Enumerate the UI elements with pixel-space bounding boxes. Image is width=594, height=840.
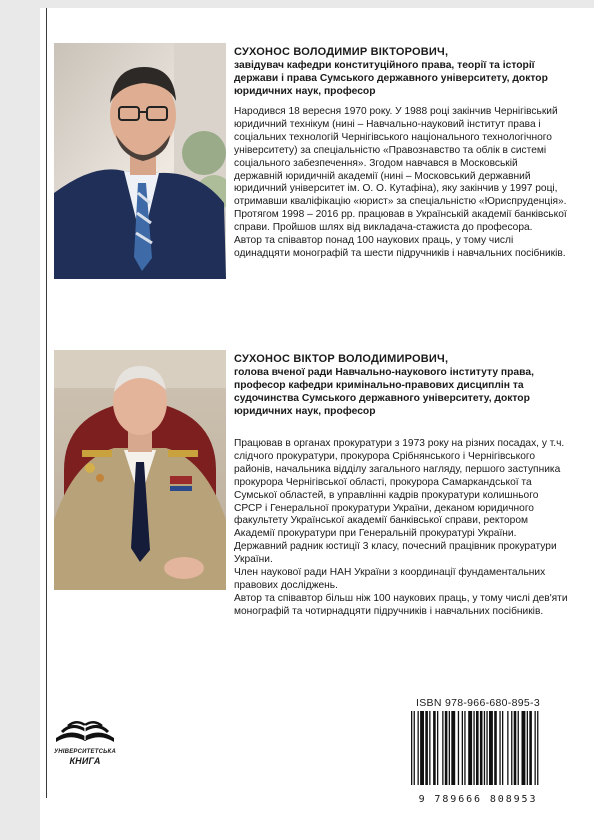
isbn-label: ISBN 978-966-680-895-3 — [416, 697, 540, 709]
author1-paragraph: Народився 18 вересня 1970 року. У 1988 році закінчив Чернігівський юридичний технікум (нині – Навчально-науковий інститут права і соціальних технологій Чернігівського національного технологічного університету) за спеціальністю «Правознавство та облік в системі соціального забезпечення». Згодом навчався в Московській державній юридичній академії (нині – Московський державний юридичний університет ім. О. О. Кутафіна), яку закінчив у 1997 році, отримавши кваліфікацію «юрист» за спеціальністю «Юриспруденція». Протягом 1998 – 2016 рр. працював в Українській академії банківської справи. Пройшов шлях від викладача-стажиста до професора. — [234, 106, 567, 234]
barcode-bar — [486, 711, 487, 785]
barcode-bar — [537, 711, 538, 785]
barcode-bar — [445, 711, 448, 785]
author1-photo — [54, 43, 226, 279]
author1-name: СУХОНОС ВОЛОДИМИР ВІКТОРОВИЧ, — [234, 46, 449, 58]
author1-position: завідувач кафедри конституційного права, теорії та історії держави і права Сумського державного університету, доктор юридичних наук, професор — [234, 60, 548, 97]
barcode-bar — [529, 711, 532, 785]
barcode-bar — [499, 711, 500, 785]
barcode-bar — [462, 711, 463, 785]
barcode-bar — [527, 711, 528, 785]
author2-name: СУХОНОС ВІКТОР ВОЛОДИМИРОВИЧ, — [234, 353, 449, 365]
barcode-bar — [494, 711, 497, 785]
barcode-bar — [480, 711, 483, 785]
barcode-bar — [420, 711, 424, 785]
barcode-bar — [449, 711, 450, 785]
open-book-icon — [52, 716, 118, 744]
author2-photo — [54, 350, 226, 590]
barcode-bar — [451, 711, 455, 785]
barcode-bar — [425, 711, 428, 785]
barcode-bar — [418, 711, 419, 785]
author2-position: голова вченої ради Навчально-наукового інституту права, професор кафедри кримінально-правових дисциплін та судочинства Сумського державного університету, доктор юридичних наук, професор — [234, 367, 534, 417]
author2-paragraph: Автор та співавтор більш ніж 100 наукових праць, у тому числі дев'яти монографій та чотирнадцяти підручників і навчальних посібників. — [234, 592, 568, 617]
author2-paragraph: Працював в органах прокуратури з 1973 року на різних посадах, у т.ч. слідчого прокуратури, прокурора Срібнянського і Чернігівського районів, начальника відділу загального нагляду, першого заступника прокурора Чернігівської області, прокурора Самаркандської та Сумської областей, в управлінні кадрів прокуратури колишнього СРСР і Генеральної прокуратури України, деканом юридичного факультету Української академії банківської справи, ректором Академії прокуратури при Генеральній прокуратурі України. — [234, 438, 565, 540]
author2-paragraph: Член наукової ради НАН України з координації фундаментальних правових досліджень. — [234, 567, 546, 591]
barcode-bar — [535, 711, 536, 785]
author1-paragraph: Автор та співавтор понад 100 наукових праць, у тому числі одинадцяти монографій та шести підручників і навчальних посібників. — [234, 235, 566, 259]
barcode-bar — [511, 711, 512, 785]
publisher-logo — [52, 716, 118, 766]
publisher-name-line2: КНИГА — [69, 756, 101, 766]
barcode-bar — [437, 711, 438, 785]
barcode-bar — [489, 711, 493, 785]
publisher-name-line1: УНІВЕРСИТЕТСЬКА — [54, 749, 116, 755]
isbn-barcode — [399, 697, 557, 805]
barcode-bar — [414, 711, 415, 785]
barcode-bar — [433, 711, 436, 785]
author2-bio — [234, 352, 569, 619]
barcode-graphic — [399, 711, 557, 791]
barcode-bar — [473, 711, 474, 785]
barcode-bar — [507, 711, 508, 785]
barcode-bar — [502, 711, 503, 785]
barcode-bar — [518, 711, 519, 785]
barcode-bar — [458, 711, 459, 785]
barcode-bar — [464, 711, 465, 785]
barcode-digits: 9 789666 808953 — [418, 794, 538, 805]
barcode-bar — [514, 711, 517, 785]
barcode-bar — [484, 711, 485, 785]
barcode-bar — [468, 711, 472, 785]
author1-bio — [234, 45, 569, 261]
barcode-bar — [411, 711, 412, 785]
author2-paragraph: Державний радник юстиції 3 класу, почесний працівник прокуратури України. — [234, 541, 557, 566]
barcode-bar — [429, 711, 430, 785]
barcode-bar — [476, 711, 479, 785]
barcode-bar — [522, 711, 526, 785]
vertical-rule — [46, 8, 47, 798]
barcode-bar — [442, 711, 443, 785]
